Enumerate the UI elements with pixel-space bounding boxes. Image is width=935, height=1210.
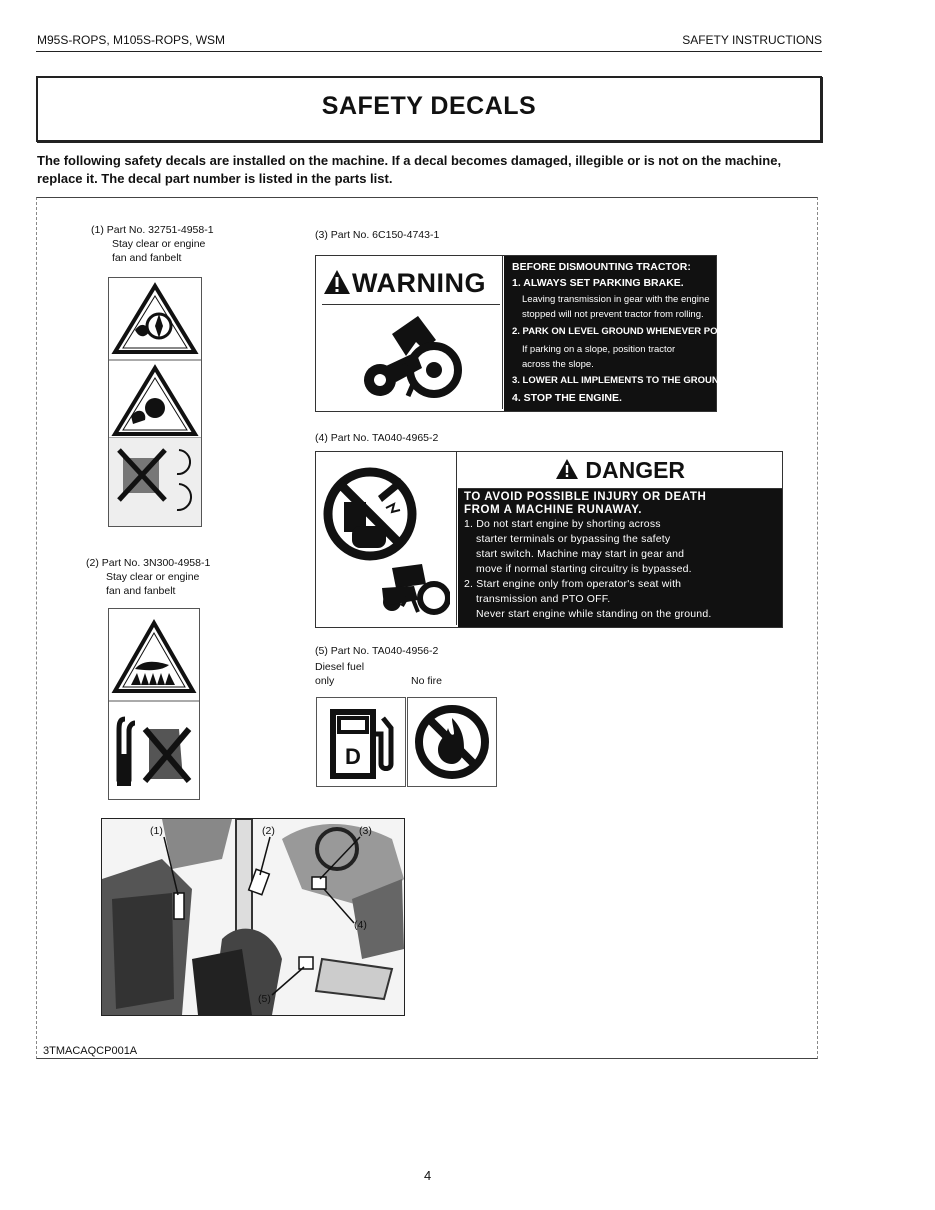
warning-heading — [322, 262, 500, 305]
warning-decal — [315, 255, 755, 412]
danger-decal-left — [316, 452, 457, 625]
decal3-part: (3) Part No. 6C150-4743-1 — [315, 229, 440, 241]
tractor-rollover-icon — [356, 312, 466, 404]
decal5-label-a — [315, 660, 364, 688]
header-rule — [36, 51, 822, 52]
warning-line-2: 1. ALWAYS SET PARKING BRAKE. — [512, 277, 684, 289]
page-title: SAFETY DECALS — [321, 92, 537, 120]
decal5-label-a-line1: Diesel fuel — [315, 661, 365, 673]
fan-hazard-icon — [109, 278, 201, 526]
no-shorting-icon — [322, 460, 450, 620]
danger-line-1: TO AVOID POSSIBLE INJURY OR DEATH — [464, 491, 707, 503]
warning-line-3: Leaving transmission in gear with the engine — [522, 294, 710, 305]
header-left: M95S-ROPS, M105S-ROPS, WSM — [37, 33, 226, 47]
decal1-part: (1) Part No. 32751-4958-1 — [91, 224, 214, 236]
warning-line-4: stopped will not prevent tractor from rolling. — [522, 309, 704, 320]
warning-heading-text: WARNING — [352, 268, 486, 298]
decal1-desc-line2: fan and fanbelt — [112, 252, 182, 264]
tractor-location-photo — [101, 818, 405, 1016]
intro-paragraph: The following safety decals are installed on the machine. If a decal becomes damaged, illegible or is not on the machine, replace it. The decal part number is listed in the parts list. — [37, 153, 782, 186]
danger-line-4: starter terminals or bypassing the safety — [476, 533, 671, 545]
warning-line-5: 2. PARK ON LEVEL GROUND WHENEVER POSSIBLE. — [512, 326, 755, 337]
tractor-engine-illustration — [102, 819, 404, 1015]
decal4-part: (4) Part No. TA040-4965-2 — [315, 432, 439, 444]
warning-decal-left — [316, 256, 503, 409]
pump-letter: D — [345, 744, 361, 769]
decal2-image — [108, 608, 200, 800]
decal2-desc-line2: fan and fanbelt — [106, 585, 176, 597]
decal1-caption — [91, 223, 214, 265]
photo-callout-2: (2) — [262, 825, 275, 837]
warning-line-9: 4. STOP THE ENGINE. — [512, 392, 622, 404]
warning-line-6: If parking on a slope, position tractor — [522, 344, 676, 355]
warning-line-8: 3. LOWER ALL IMPLEMENTS TO THE GROUND. — [512, 375, 729, 386]
warning-line-7: across the slope. — [522, 359, 594, 370]
decal2-part: (2) Part No. 3N300-4958-1 — [86, 557, 211, 569]
decal5-label-b: No fire — [411, 675, 442, 687]
warning-text-panel — [504, 256, 755, 411]
danger-decal — [315, 451, 783, 628]
no-fire-icon — [408, 698, 496, 786]
no-fire-decal — [407, 697, 497, 787]
decal5-part: (5) Part No. TA040-4956-2 — [315, 645, 439, 657]
danger-line-9: Never start engine while standing on the ground. — [476, 608, 712, 620]
danger-text-panel — [458, 489, 782, 627]
photo-callout-1: (1) — [150, 825, 163, 837]
alert-triangle-icon — [555, 458, 579, 480]
header-right: SAFETY INSTRUCTIONS — [682, 33, 822, 47]
photo-callout-4: (4) — [354, 919, 367, 931]
danger-line-8: transmission and PTO OFF. — [476, 593, 611, 605]
photo-callout-3: (3) — [359, 825, 372, 837]
photo-callout-5: (5) — [258, 993, 271, 1005]
danger-heading-text: DANGER — [585, 457, 686, 483]
warning-line-1: BEFORE DISMOUNTING TRACTOR: — [512, 261, 691, 273]
hot-surface-icon — [109, 609, 199, 799]
decal2-desc-line1: Stay clear or engine — [106, 571, 200, 583]
title-box — [36, 76, 822, 142]
danger-line-5: start switch. Machine may start in gear and — [476, 548, 685, 560]
decal1-image — [108, 277, 202, 527]
danger-heading — [458, 452, 782, 489]
decal1-desc-line1: Stay clear or engine — [112, 238, 206, 250]
diesel-fuel-decal — [316, 697, 406, 787]
danger-line-2: FROM A MACHINE RUNAWAY. — [464, 504, 643, 516]
danger-line-6: move if normal starting circuitry is bypassed. — [476, 563, 692, 575]
fuel-pump-icon — [317, 698, 405, 786]
alert-triangle-icon — [322, 268, 352, 296]
page-number: 4 — [424, 1168, 432, 1183]
danger-line-7: 2. Start engine only from operator's seat with — [464, 578, 682, 590]
decal5-label-a-line2: only — [315, 675, 335, 687]
decal2-caption — [86, 556, 210, 598]
figure-code: 3TMACAQCP001A — [43, 1045, 138, 1057]
danger-line-3: 1. Do not start engine by shorting across — [464, 518, 661, 530]
